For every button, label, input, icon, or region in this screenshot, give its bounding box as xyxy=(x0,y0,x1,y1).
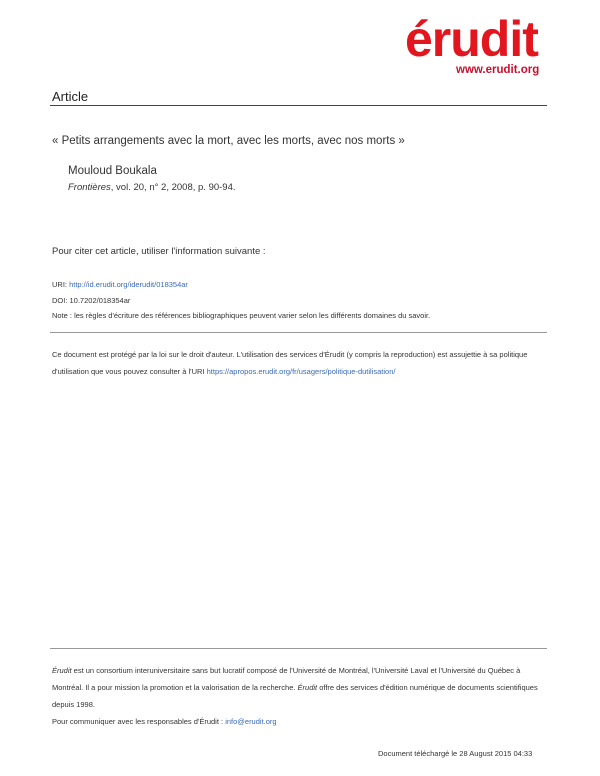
article-title: « Petits arrangements avec la mort, avec les morts, avec nos morts » xyxy=(52,135,405,147)
copyright-notice xyxy=(52,346,547,380)
footer-divider xyxy=(50,648,547,649)
section-divider xyxy=(50,332,547,333)
footer-about-text-2: offre des services d'édition numérique de documents scientifiques depuis 1998. xyxy=(52,683,538,709)
article-citation xyxy=(68,182,236,193)
erudit-name: Érudit xyxy=(297,683,318,692)
article-author: Mouloud Boukala xyxy=(68,165,157,177)
footer-about xyxy=(52,662,547,713)
contact-text: Pour communiquer avec les responsables d'Érudit : xyxy=(52,717,226,726)
copyright-text: Ce document est protégé par la loi sur le droit d'auteur. L'utilisation des services d'Érudit (y compris la reproduction) est assujettie à sa politique d'utilisation que vous pouvez consulter à l'URI xyxy=(52,350,528,376)
footer-about-text: est un consortium interuniversitaire sans but lucratif composé de l'Université de Montréal, l'Université Laval et l'Université du Québec à Montréal. Il a pour mission la promotion et la valorisation de la recherche. xyxy=(52,666,521,692)
citation-note: Note : les règles d'écriture des références bibliographiques peuvent varier selon les différents domaines du savoir. xyxy=(52,311,431,320)
download-timestamp: Document téléchargé le 28 August 2015 04:33 xyxy=(378,749,533,758)
uri-label: URI: xyxy=(52,280,70,289)
footer-contact xyxy=(52,713,547,730)
uri-link[interactable]: http://id.erudit.org/iderudit/018354ar xyxy=(69,280,188,289)
header-divider xyxy=(50,105,547,106)
article-label: Article xyxy=(52,89,89,104)
erudit-logo-url: www.erudit.org xyxy=(456,64,540,76)
journal-name: Frontières xyxy=(68,182,111,193)
policy-link[interactable]: https://apropos.erudit.org/fr/usagers/politique-dutilisation/ xyxy=(206,367,396,376)
citation-details: , vol. 20, n° 2, 2008, p. 90-94. xyxy=(110,182,236,193)
doi-line: DOI: 10.7202/018354ar xyxy=(52,296,131,305)
uri-line xyxy=(52,280,188,289)
erudit-name: Érudit xyxy=(52,666,72,675)
cite-intro: Pour citer cet article, utiliser l'information suivante : xyxy=(52,246,266,257)
email-link[interactable]: info@erudit.org xyxy=(225,717,277,726)
footer xyxy=(52,662,547,730)
erudit-logo: érudit xyxy=(405,11,538,67)
